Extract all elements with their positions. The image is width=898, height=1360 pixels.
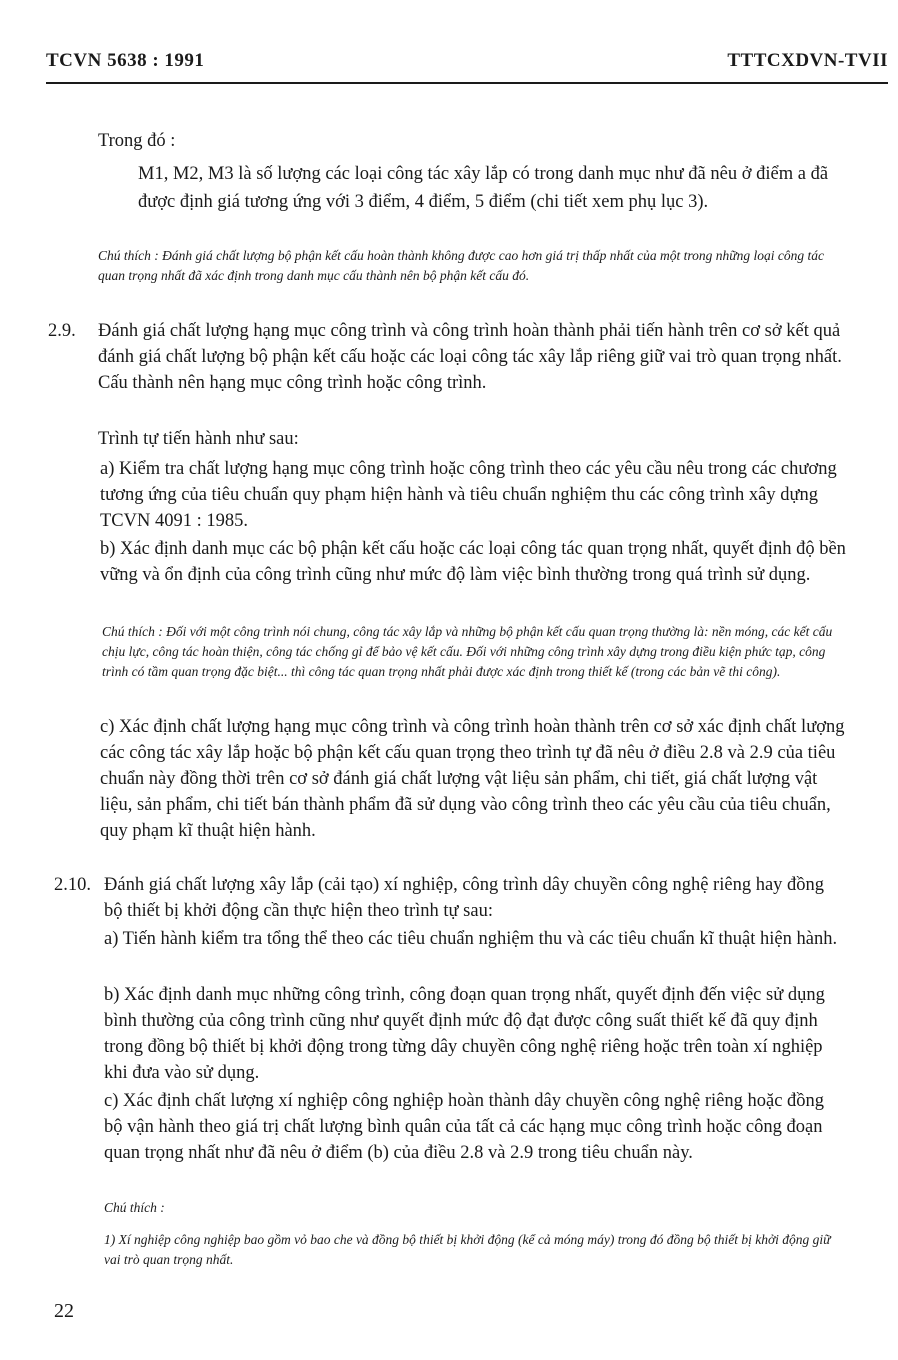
section-2-9-text: Đánh giá chất lượng hạng mục công trình và công trình hoàn thành phải tiến hành trên cơ sở kết quả đánh giá chất lượng bộ phận kết cấu hoặc các loại công tác xây lắp riêng giữ vai trò quan trọng nhất. Cấu thành nên hạng mục công trình hoặc công trình. [98,321,842,393]
item-2-10-c: c) Xác định chất lượng xí nghiệp công nghiệp hoàn thành dây chuyền công nghệ riêng hoặc đồng bộ vận hành theo giá trị chất lượng bình quân của tất cả các hạng mục công trình hoặc công đoạn quan trọng nhất như đã nêu ở điểm (b) của điều 2.8 và 2.9 trong tiêu chuẩn này. [104,1091,825,1163]
item-2-10-a: a) Tiến hành kiểm tra tổng thể theo các tiêu chuẩn nghiệm thu và các tiêu chuẩn kĩ thuật hiện hành. [104,929,838,949]
m-definition: M1, M2, M3 là số lượng các loại công tác xây lắp có trong danh mục như đã nêu ở điểm a đã được định giá tương ứng với 3 điểm, 4 điểm, 5 điểm (chi tiết xem phụ lục 3). [138,164,829,212]
procedure-label: Trình tự tiến hành như sau: [98,429,299,449]
item-2-10-b: b) Xác định danh mục những công trình, công đoạn quan trọng nhất, quyết định đến việc sử dụng bình thường của công trình cũng như quyết định mức độ đạt được công suất thiết kế đã quy định trong đồng bộ thiết bị khởi động trong từng dây chuyền công nghệ riêng hoặc trên toàn xí nghiệp khi đưa vào sử dụng. [104,985,825,1083]
note-text: Đối với một công trình nói chung, công tác xây lắp và những bộ phận kết cấu quan trọng thường là: nền móng, các kết cấu chịu lực, công tác hoàn thiện, công tác chống gỉ để bảo vệ kết cấu. Đối với những công trình xây dựng trong điều kiện phức tạp, công trình có tầm quan trọng đặc biệt... thì công tác quan trọng nhất phải được xác định trong thiết kế (trong các bản vẽ thi công). [102,624,833,679]
section-number-2-10: 2.10. [54,875,91,895]
section-number-2-9: 2.9. [48,321,76,341]
item-2-9-c: c) Xác định chất lượng hạng mục công trình và công trình hoàn thành trên cơ sở xác định chất lượng các công tác xây lắp hoặc bộ phận kết cấu quan trọng theo trình tự đã nêu ở điều 2.8 và 2.9 của tiêu chuẩn này đồng thời trên cơ sở đánh giá chất lượng vật liệu sản phẩm, chi tiết, giá chất lượng vật liệu, sản phẩm, chi tiết bán thành phẩm đã sử dụng vào công trình theo các yêu cầu của tiêu chuẩn, quy phạm kĩ thuật hiện hành. [100,717,845,841]
standard-code: TCVN 5638 : 1991 [46,50,205,71]
note-2 [102,622,846,682]
note-3-label: Chú thích : [104,1200,165,1215]
note-label: Chú thích : [102,624,163,639]
note-label: Chú thích : [98,248,159,263]
item-2-9-b: b) Xác định danh mục các bộ phận kết cấu hoặc các loại công tác quan trọng nhất, quyết định độ bền vững và ổn định của công trình cũng như mức độ làm việc bình thường trong quá trình sử dụng. [100,539,846,585]
note-text: Đánh giá chất lượng bộ phận kết cấu hoàn thành không được cao hơn giá trị thấp nhất của một trong những loại công tác quan trọng nhất đã xác định trong danh mục cấu thành nên bộ phận kết cấu đó. [98,248,825,283]
note-3-item-1: 1) Xí nghiệp công nghiệp bao gồm vỏ bao che và đồng bộ thiết bị khởi động (kể cả móng máy) trong đó đồng bộ thiết bị khởi động giữ vai trò quan trọng nhất. [104,1232,831,1267]
item-2-9-a: a) Kiểm tra chất lượng hạng mục công trình hoặc công trình theo các yêu cầu nêu trong các chương tương ứng của tiêu chuẩn quy phạm hiện hành và tiêu chuẩn nghiệm thu các công trình xây dựng TCVN 4091 : 1985. [100,459,837,531]
page-number: 22 [54,1300,74,1322]
note-1 [98,246,846,286]
where-label: Trong đó : [98,131,176,151]
section-2-10-text: Đánh giá chất lượng xây lắp (cải tạo) xí nghiệp, công trình dây chuyền công nghệ riêng hay đồng bộ thiết bị khởi động cần thực hiện theo trình tự sau: [104,875,825,921]
publisher-code: TTTCXDVN-TVII [727,50,888,71]
